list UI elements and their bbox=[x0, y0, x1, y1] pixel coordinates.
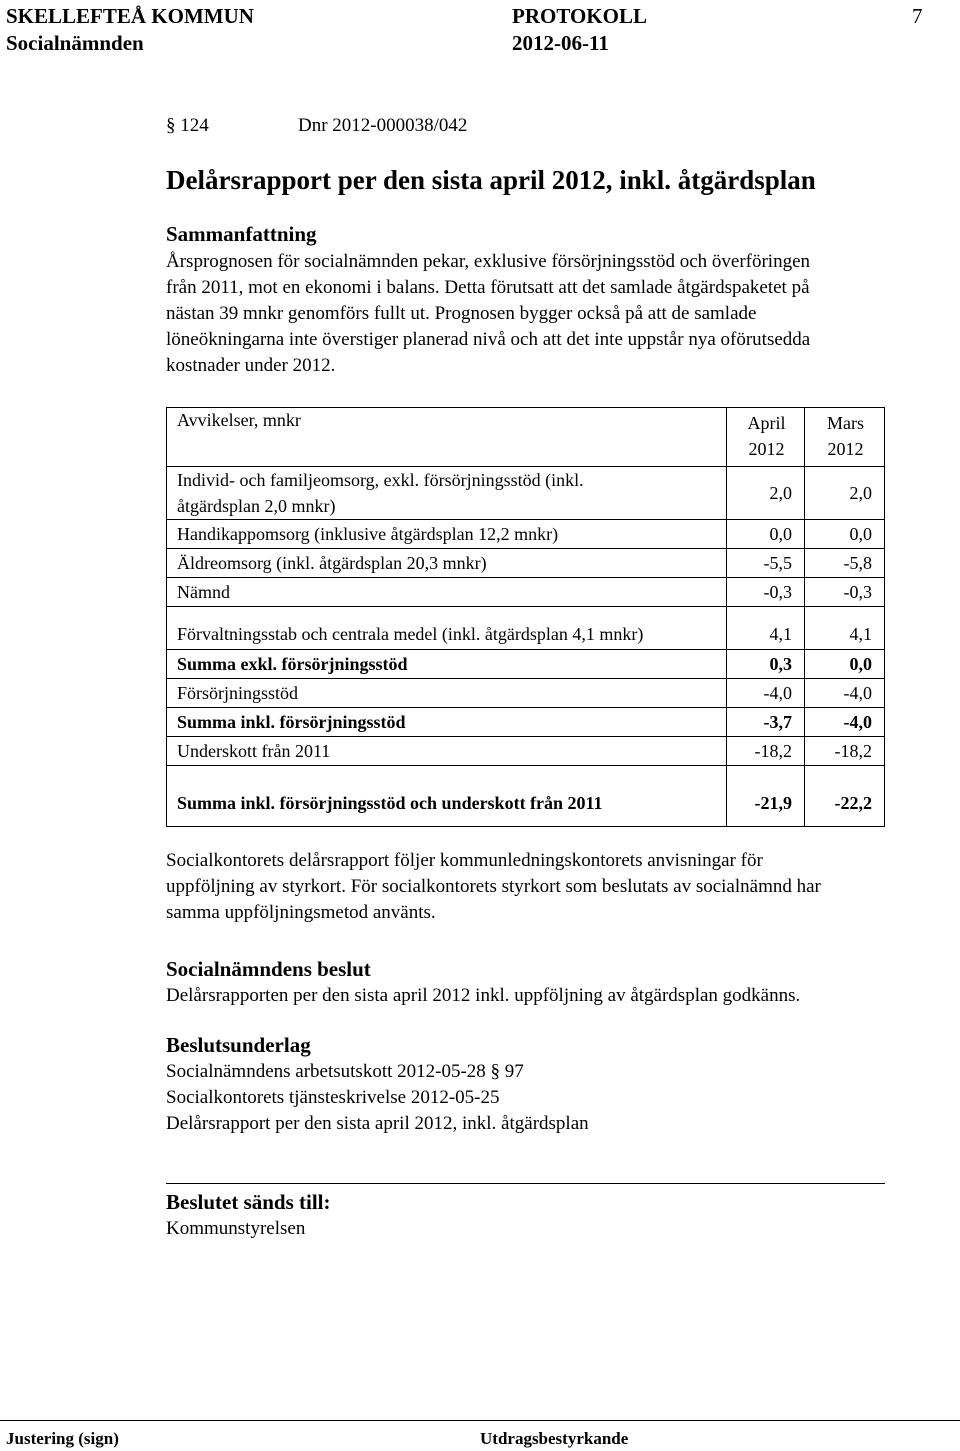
dnr: Dnr 2012-000038/042 bbox=[298, 115, 468, 136]
table-header-mars: Mars 2012 bbox=[805, 408, 885, 467]
org-name: SKELLEFTEÅ KOMMUN bbox=[6, 4, 254, 28]
row-april: -3,7 bbox=[727, 708, 805, 737]
footer-utdrag: Utdragsbestyrkande bbox=[480, 1429, 629, 1448]
basis-item: Delårsrapport per den sista april 2012, inkl. åtgärdsplan bbox=[166, 1113, 589, 1134]
followup-line: uppföljning av styrkort. För socialkontorets styrkort som beslutats av socialnämnd har bbox=[166, 876, 821, 897]
row-label: Underskott från 2011 bbox=[167, 737, 727, 766]
row-label: Summa exkl. försörjningsstöd bbox=[167, 650, 727, 679]
row-label: Summa inkl. försörjningsstöd och underskott från 2011 bbox=[167, 766, 727, 827]
followup-line: Socialkontorets delårsrapport följer kommunledningskontorets anvisningar för bbox=[166, 850, 763, 871]
row-label: Handikappomsorg (inklusive åtgärdsplan 12,2 mnkr) bbox=[167, 520, 727, 549]
protocol-date: 2012-06-11 bbox=[512, 31, 609, 55]
summary-line: nästan 39 mnkr genomförs fullt ut. Prognosen bygger också på att de samlade bbox=[166, 303, 757, 324]
footer-divider bbox=[0, 1420, 960, 1421]
table-row bbox=[167, 679, 885, 708]
row-mars: 2,0 bbox=[805, 467, 885, 520]
table-header-april: April 2012 bbox=[727, 408, 805, 467]
row-mars: -4,0 bbox=[805, 679, 885, 708]
row-label: Summa inkl. försörjningsstöd bbox=[167, 708, 727, 737]
decision-text: Delårsrapporten per den sista april 2012 inkl. uppföljning av åtgärdsplan godkänns. bbox=[166, 985, 801, 1006]
row-mars: -4,0 bbox=[805, 708, 885, 737]
row-april: -18,2 bbox=[727, 737, 805, 766]
table-row bbox=[167, 737, 885, 766]
page-number: 7 bbox=[912, 4, 923, 28]
table-row bbox=[167, 520, 885, 549]
basis-heading: Beslutsunderlag bbox=[166, 1033, 311, 1057]
footer-justering: Justering (sign) bbox=[6, 1429, 119, 1448]
summary-heading: Sammanfattning bbox=[166, 222, 317, 246]
row-april: 2,0 bbox=[727, 467, 805, 520]
table-row bbox=[167, 578, 885, 607]
table-row bbox=[167, 549, 885, 578]
row-label: Individ- och familjeomsorg, exkl. försörjningsstöd (inkl. åtgärdsplan 2,0 mnkr) bbox=[167, 467, 727, 520]
row-mars: -5,8 bbox=[805, 549, 885, 578]
table-row bbox=[167, 607, 885, 650]
row-label: Försörjningsstöd bbox=[167, 679, 727, 708]
summary-line: kostnader under 2012. bbox=[166, 355, 336, 376]
sent-to-recipient: Kommunstyrelsen bbox=[166, 1218, 306, 1239]
row-april: -4,0 bbox=[727, 679, 805, 708]
basis-list bbox=[166, 1059, 589, 1137]
followup-text bbox=[166, 848, 821, 926]
row-mars: -22,2 bbox=[805, 766, 885, 827]
table-header-label: Avvikelser, mnkr bbox=[167, 408, 727, 467]
basis-item: Socialnämndens arbetsutskott 2012-05-28 § 97 bbox=[166, 1061, 524, 1082]
summary-line: från 2011, mot en ekonomi i balans. Detta förutsatt att det samlade åtgärdspaketet på bbox=[166, 277, 810, 298]
section-number: § 124 bbox=[166, 115, 209, 136]
row-april: 4,1 bbox=[727, 607, 805, 650]
row-april: -5,5 bbox=[727, 549, 805, 578]
row-april: -0,3 bbox=[727, 578, 805, 607]
row-mars: -0,3 bbox=[805, 578, 885, 607]
row-mars: 4,1 bbox=[805, 607, 885, 650]
divider-line bbox=[166, 1183, 885, 1184]
summary-line: Årsprognosen för socialnämnden pekar, exklusive försörjningsstöd och överföringen bbox=[166, 251, 811, 272]
row-april: 0,3 bbox=[727, 650, 805, 679]
row-mars: 0,0 bbox=[805, 650, 885, 679]
row-april: 0,0 bbox=[727, 520, 805, 549]
committee-name: Socialnämnden bbox=[6, 31, 144, 55]
table-row bbox=[167, 766, 885, 827]
table-row bbox=[167, 708, 885, 737]
doc-type: PROTOKOLL bbox=[512, 4, 647, 28]
row-mars: 0,0 bbox=[805, 520, 885, 549]
page-title: Delårsrapport per den sista april 2012, inkl. åtgärdsplan bbox=[166, 165, 816, 195]
row-april: -21,9 bbox=[727, 766, 805, 827]
table-row bbox=[167, 467, 885, 520]
table-header-row bbox=[167, 408, 885, 467]
deviation-table bbox=[166, 407, 885, 827]
summary-text bbox=[166, 249, 810, 379]
row-label: Nämnd bbox=[167, 578, 727, 607]
row-mars: -18,2 bbox=[805, 737, 885, 766]
row-label: Äldreomsorg (inkl. åtgärdsplan 20,3 mnkr) bbox=[167, 549, 727, 578]
decision-heading: Socialnämndens beslut bbox=[166, 957, 371, 981]
sent-to-heading: Beslutet sänds till: bbox=[166, 1190, 331, 1214]
table-row bbox=[167, 650, 885, 679]
followup-line: samma uppföljningsmetod använts. bbox=[166, 902, 436, 923]
basis-item: Socialkontorets tjänsteskrivelse 2012-05-25 bbox=[166, 1087, 500, 1108]
summary-line: löneökningarna inte överstiger planerad nivå och att det inte uppstår nya oförutsedda bbox=[166, 329, 811, 350]
row-label: Förvaltningsstab och centrala medel (inkl. åtgärdsplan 4,1 mnkr) bbox=[167, 607, 727, 650]
